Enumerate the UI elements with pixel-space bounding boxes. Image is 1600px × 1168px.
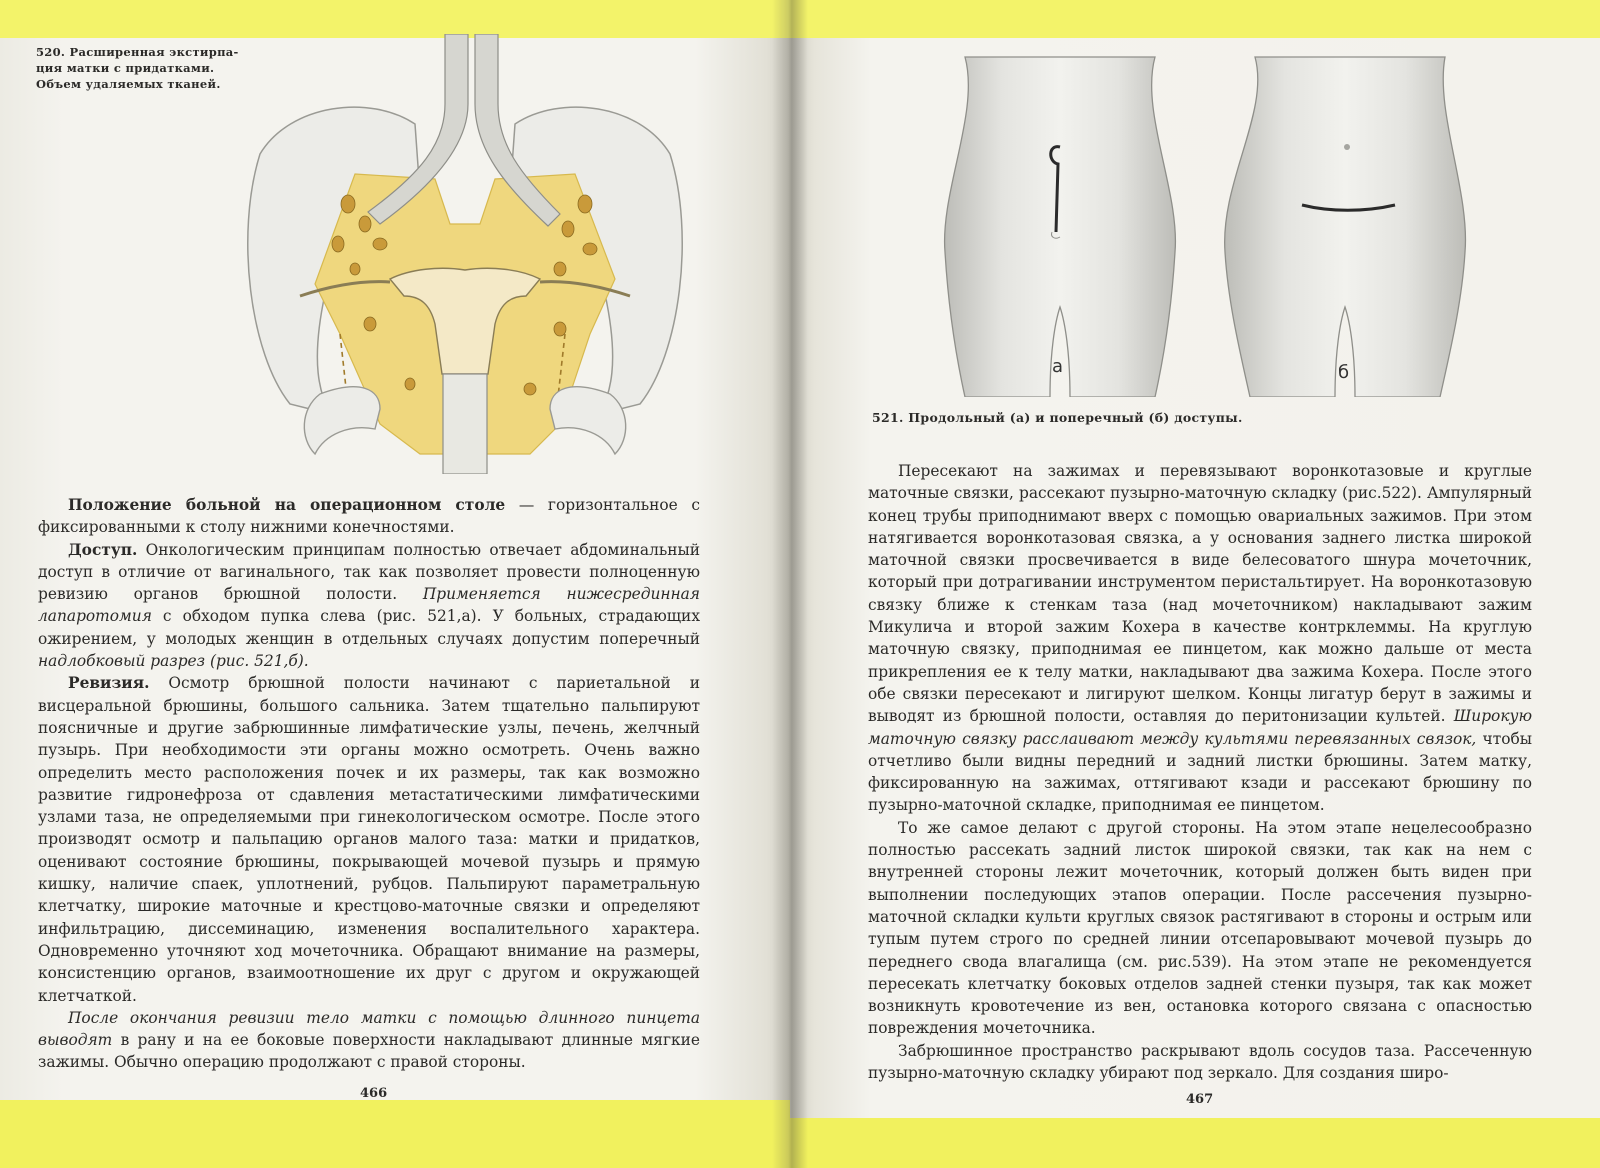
paragraph-after-revision: После окончания ревизии тело матки с помощью длинного пинцета выводят в рану и на ее боковые поверхности накладывают длинные мягкие зажимы. Обычно операцию продолжают с правой стороны. xyxy=(38,1008,700,1072)
figure-521-caption: 521. Продольный (а) и поперечный (б) доступы. xyxy=(872,410,1243,425)
page-number-right: 467 xyxy=(1186,1092,1214,1107)
paragraph-patient-position: Положение больной на операционном столе — горизонтальное с фиксированными к столу нижними конечностями. xyxy=(38,496,700,537)
left-page xyxy=(0,0,790,1168)
bottom-highlight-band xyxy=(0,1100,790,1168)
top-highlight-band xyxy=(0,0,790,38)
paragraph-access: Доступ. Онкологическим принципам полностью отвечает абдоминальный доступ в отличие от вагинального, так как позволяет провести полноценную ревизию органов брюшной полости. Применяется нижесрединная лапаротомия с обходом пупка слева (рис. 521,а). У больных, страдающих ожирением, у молодых женщин в отдельных случаях допустим поперечный надлобковый разрез (рис. 521,б). xyxy=(38,540,701,671)
figure-520-number: 520. xyxy=(36,45,66,59)
pelvis-anatomy-illustration xyxy=(230,34,700,474)
page-number-left: 466 xyxy=(360,1086,388,1101)
figure-label-b: б xyxy=(1338,362,1350,383)
right-page-body-text xyxy=(868,460,1532,1084)
paragraph-retroperitoneal: Забрюшинное пространство раскрывают вдоль сосудов таза. Рассеченную пузырно-маточную складку убирают под зеркало. Для создания широ- xyxy=(868,1041,1532,1083)
top-highlight-band xyxy=(790,0,1600,38)
paragraph-other-side: То же самое делают с другой стороны. На этом этапе нецелесообразно полностью рассекать задний листок широкой связки, так как на нем с внутренней стороны лежит мочеточник, который должен быть виден при выполнении последующих этапов операции. После рассечения пузырно-маточной складки культи круглых связок растягивают в стороны и острым или тупым путем строго по средней линии отсепаровывают мочевой пузырь до переднего свода влагалища (см. рис.539). На этом этапе не рекомендуется пересекать клетчатку боковых отделов задней стенки пузыря, так как может возникнуть кровотечение из вен, остановка которого связана с опасностью повреждения мочеточника. xyxy=(868,818,1532,1038)
left-page-body-text xyxy=(38,494,700,1074)
paragraph-revision: Ревизия. Осмотр брюшной полости начинают с париетальной и висцеральной брюшины, большого сальника. Затем тщательно пальпируют поясничные и другие забрюшинные лимфатические узлы, печень, желчный пузырь. При необходимости эти органы можно осмотреть. Очень важно определить место расположения почек и их размеры, так как возможно развитие гидронефроза от сдавления метастатическими лимфатическими узлами таза, не определяемыми при гинекологическом осмотре. После этого производят осмотр и пальпацию органов малого таза: матки и придатков, оценивают состояние брюшины, покрывающей мочевой пузырь и прямую кишку, наличие спаек, уплотнений, рубцов. Пальпируют параметральную клетчатку, широкие маточные и крестцово-маточные связки и определяют инфильтрацию, диссеминацию, изменения воспалительного характера. Одновременно уточняют ход мочеточника. Обращают внимание на размеры, консистенцию органов, взаимоотношение их друг с другом и окружающей клетчаткой. xyxy=(38,674,700,1005)
bottom-highlight-band xyxy=(790,1118,1600,1168)
figure-520-caption: 520. Расширенная экстирпа- ция матки с придатками. Объем удаляемых тканей. xyxy=(36,45,239,91)
incision-torso-illustrations xyxy=(940,52,1540,397)
paragraph-ligaments: Пересекают на зажимах и перевязывают воронкотазовые и круглые маточные связки, рассекают пузырно-маточную складку (рис.522). Ампулярный конец трубы приподнимают вверх с помощью овариальных зажимов. При этом натягивается воронкотазовая связка, а у основания заднего листка широкой маточной связки просвечивается в виде белесоватого шнура мочеточник, который при дотрагивании инструментом перистальтирует. На воронкотазовую связку ближе к стенкам таза (над мочеточником) накладывают зажим Микулича и второй зажим Кохера в качестве контрклеммы. На круглую маточную связку, приподнимая ее пинцетом, как можно дальше от места прикрепления ее к телу матки, накладывают два зажима Кохера. После этого обе связки пересекают и лигируют шелком. Концы лигатур берут в зажимы и выводят из брюшной полости, оставляя до перитонизации культей. Широкую маточную связку расслаивают между культями перевязанных связок, чтобы отчетливо были видны передний и задний листки брюшины. Затем матку, фиксированную на зажимах, оттягивают кзади и рассекают брюшину по пузырно-маточной складке, приподнимая ее пинцетом. xyxy=(868,462,1532,815)
torso-transverse-access xyxy=(1225,57,1466,397)
book-gutter xyxy=(772,0,808,1168)
torso-longitudinal-access xyxy=(945,57,1176,397)
figure-label-a: а xyxy=(1052,356,1064,377)
